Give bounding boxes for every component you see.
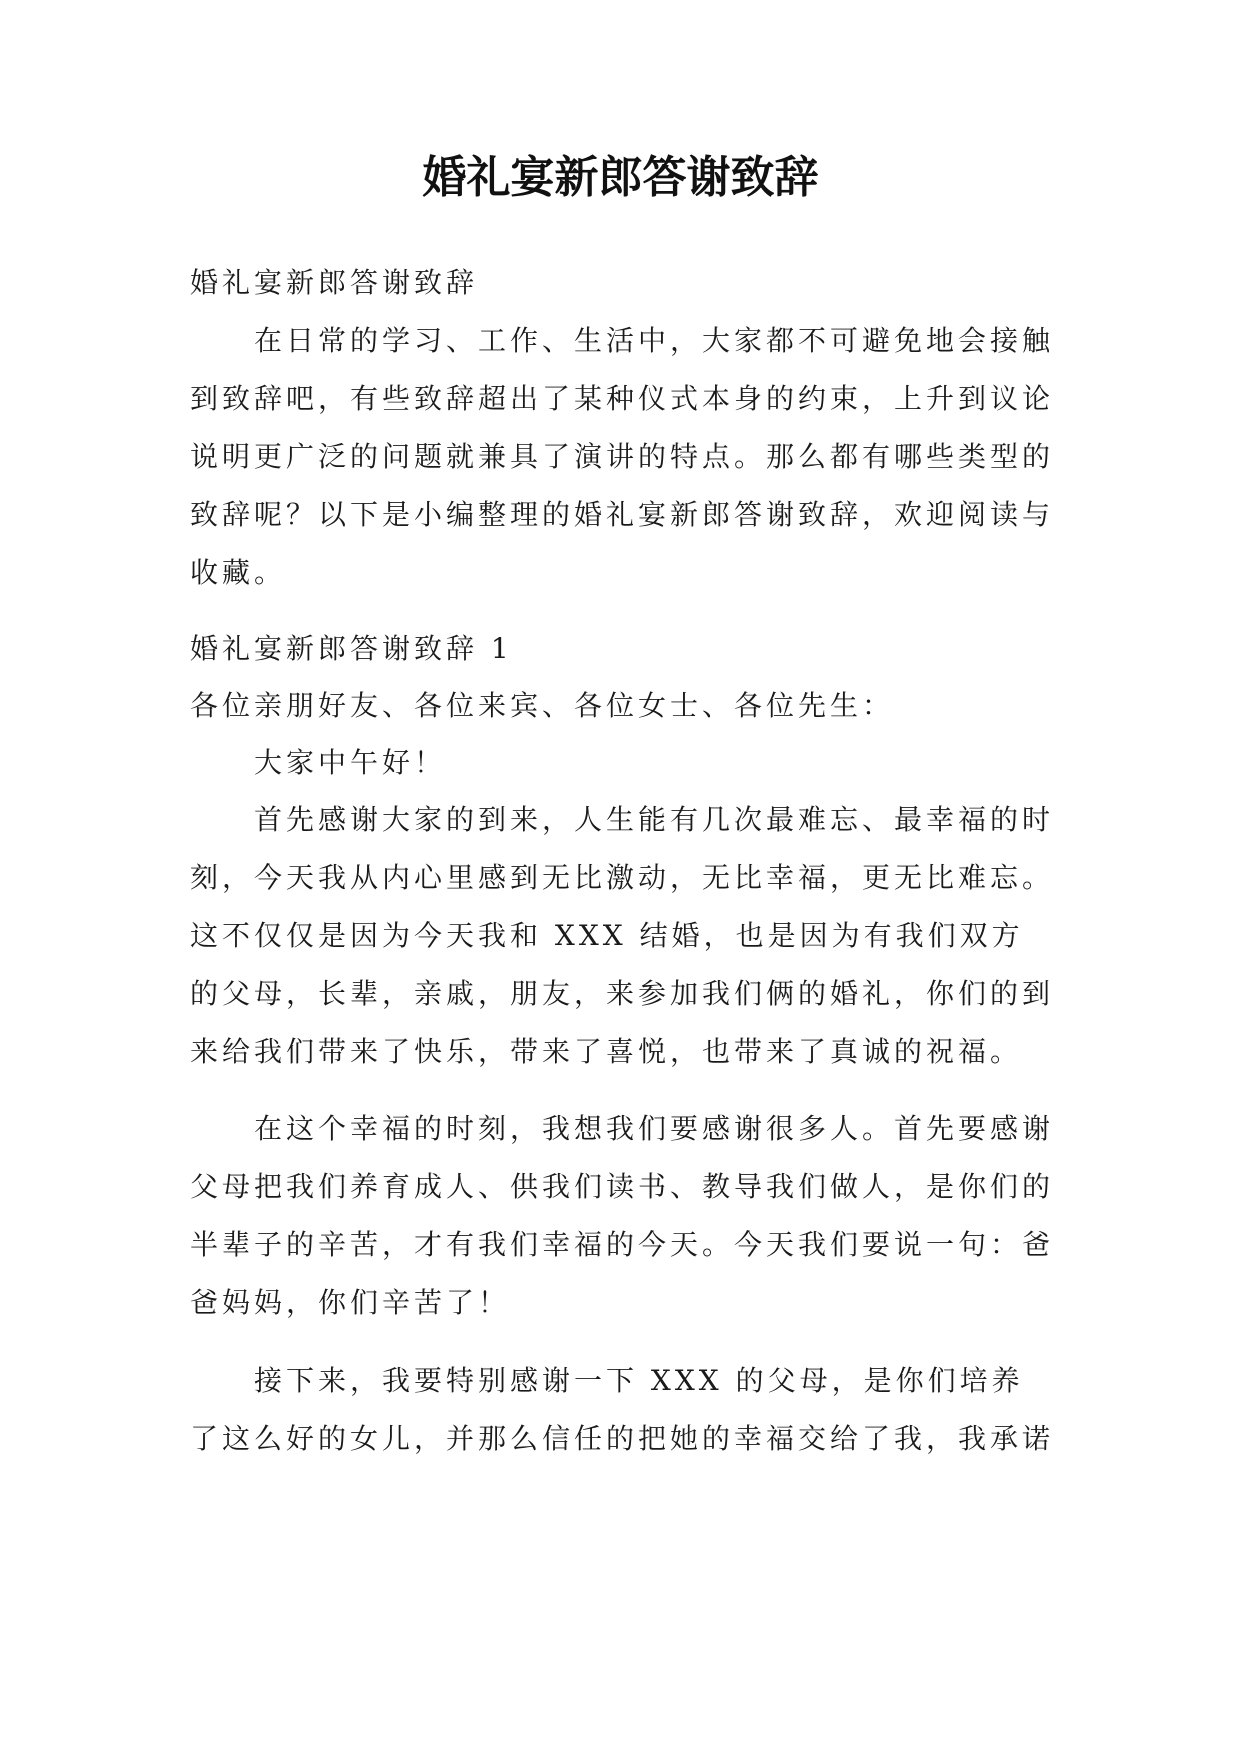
- paragraph-2: 在这个幸福的时刻，我想我们要感谢很多人。首先要感谢父母把我们养育成人、供我们读书、教导我们做人，是你们的半辈子的辛苦，才有我们幸福的今天。今天我们要说一句：爸爸妈妈，你们辛苦了！: [190, 1112, 1055, 1319]
- document-title: 婚礼宴新郎答谢致辞: [422, 152, 819, 203]
- greeting: 大家中午好！: [254, 746, 447, 779]
- section-heading: 婚礼宴新郎答谢致辞 1: [190, 632, 513, 665]
- document-subtitle: 婚礼宴新郎答谢致辞: [190, 266, 479, 299]
- salutation: 各位亲朋好友、各位来宾、各位女士、各位先生：: [190, 689, 895, 722]
- intro-paragraph: 在日常的学习、工作、生活中，大家都不可避免地会接触到致辞吧，有些致辞超出了某种仪式本身的约束，上升到议论说明更广泛的问题就兼具了演讲的特点。那么都有哪些类型的致辞呢？以下是小编整理的婚礼宴新郎答谢致辞，欢迎阅读与收藏。: [190, 324, 1055, 589]
- paragraph-3: 接下来，我要特别感谢一下 XXX 的父母，是你们培养了这么好的女儿，并那么信任的把她的幸福交给了我，我承诺: [190, 1364, 1055, 1455]
- paragraph-1: 首先感谢大家的到来，人生能有几次最难忘、最幸福的时刻，今天我从内心里感到无比激动，无比幸福，更无比难忘。这不仅仅是因为今天我和 XXX 结婚，也是因为有我们双方的父母，长辈，亲戚，朋友，来参加我们俩的婚礼，你们的到来给我们带来了快乐，带来了喜悦，也带来了真诚的祝福。: [190, 803, 1055, 1068]
